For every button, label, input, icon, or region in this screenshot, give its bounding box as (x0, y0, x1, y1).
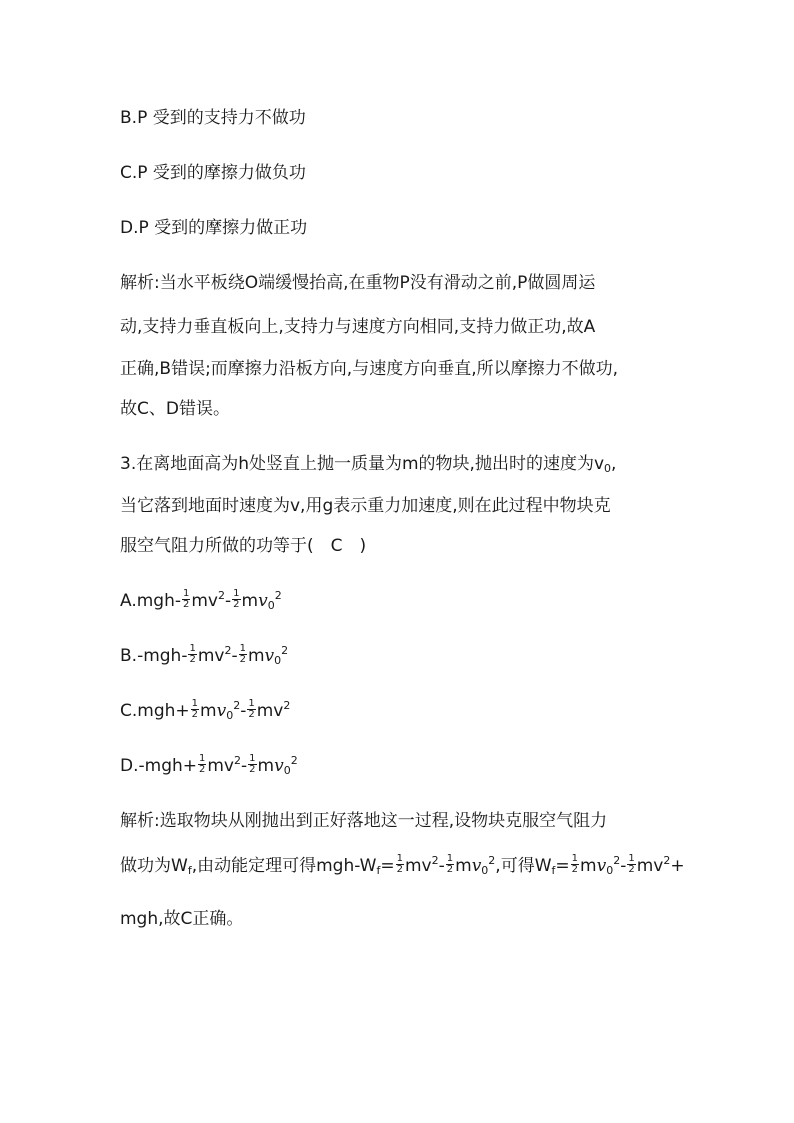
option-d: D.P 受到的摩擦力做正功 (120, 218, 308, 238)
option-c: C.P 受到的摩擦力做负功 (120, 163, 306, 183)
fraction: $\frac{1}{2}$ (199, 752, 206, 775)
analysis1-line2: 动,支持力垂直板向上,支持力与速度方向相同,支持力做正功,故A (120, 317, 596, 337)
q3-sub0: 0 (604, 462, 612, 475)
fraction: $\frac{1}{2}$ (189, 642, 196, 665)
fraction: $\frac{1}{2}$ (248, 697, 255, 720)
choice-c-prefix: C.mgh+ (120, 701, 190, 721)
fraction: $\frac{1}{2}$ (233, 587, 240, 610)
q3-text1: 3.在离地面高为h处竖直上抛一质量为m的物块,抛出时的速度为v (120, 454, 605, 474)
q3-comma: , (611, 454, 617, 474)
fraction: $\frac{1}{2}$ (239, 642, 246, 665)
fraction: $\frac{1}{2}$ (396, 852, 403, 875)
option-b: B.P 受到的支持力不做功 (120, 108, 306, 128)
choice-a-prefix: A.mgh- (120, 591, 181, 611)
fraction: $\frac{1}{2}$ (249, 752, 256, 775)
choice-b-prefix: B.-mgh- (120, 646, 188, 666)
analysis1-line1: 解析:当水平板绕O端缓慢抬高,在重物P没有滑动之前,P做圆周运 (120, 273, 596, 293)
choice-c: C.mgh+ $\frac{1}{2}$ $mv_0^2-$ $\frac{1}{2}$ $mv^2$ (120, 697, 291, 722)
question3-line2: 当它落到地面时速度为v,用g表示重力加速度,则在此过程中物块克 (120, 496, 611, 516)
analysis2-line2: 做功为$W_f$,由动能定理可得mgh-$W_f=$ $\frac{1}{2}$ $mv^2-$ $\frac{1}{2}$ $mv_0^2$,可得$W_f=$ $\frac{1}{2}$ $mv_0^2-$ $\frac{1}{2}$ $mv^2+$ (120, 852, 685, 877)
choice-b: B.-mgh- $\frac{1}{2}$ $mv^2-$ $\frac{1}{2}$ $mv_0^2$ (120, 642, 289, 667)
analysis1-line3: 正确,B错误;而摩擦力沿板方向,与速度方向垂直,所以摩擦力不做功, (120, 359, 619, 379)
fraction: $\frac{1}{2}$ (446, 852, 454, 875)
analysis2-line1: 解析:选取物块从刚抛出到正好落地这一过程,设物块克服空气阻力 (120, 811, 608, 831)
analysis1-line4: 故C、D错误。 (120, 399, 230, 419)
choice-d: D.-mgh+ $\frac{1}{2}$ $mv^2-$ $\frac{1}{2}$ $mv_0^2$ (120, 752, 298, 777)
fraction: $\frac{1}{2}$ (183, 587, 190, 610)
question3-line1 (120, 453, 616, 475)
question3-line3: 服空气阻力所做的功等于( C ) (120, 536, 367, 556)
fraction: $\frac{1}{2}$ (191, 697, 199, 720)
analysis2-line3: mgh,故C正确。 (120, 909, 244, 929)
fraction: $\frac{1}{2}$ (628, 852, 635, 875)
choice-a: A.mgh- $\frac{1}{2}$ $mv^2-$ $\frac{1}{2}$ $mv_0^2$ (120, 587, 282, 612)
choice-d-prefix: D.-mgh+ (120, 756, 197, 776)
fraction: $\frac{1}{2}$ (571, 852, 579, 875)
